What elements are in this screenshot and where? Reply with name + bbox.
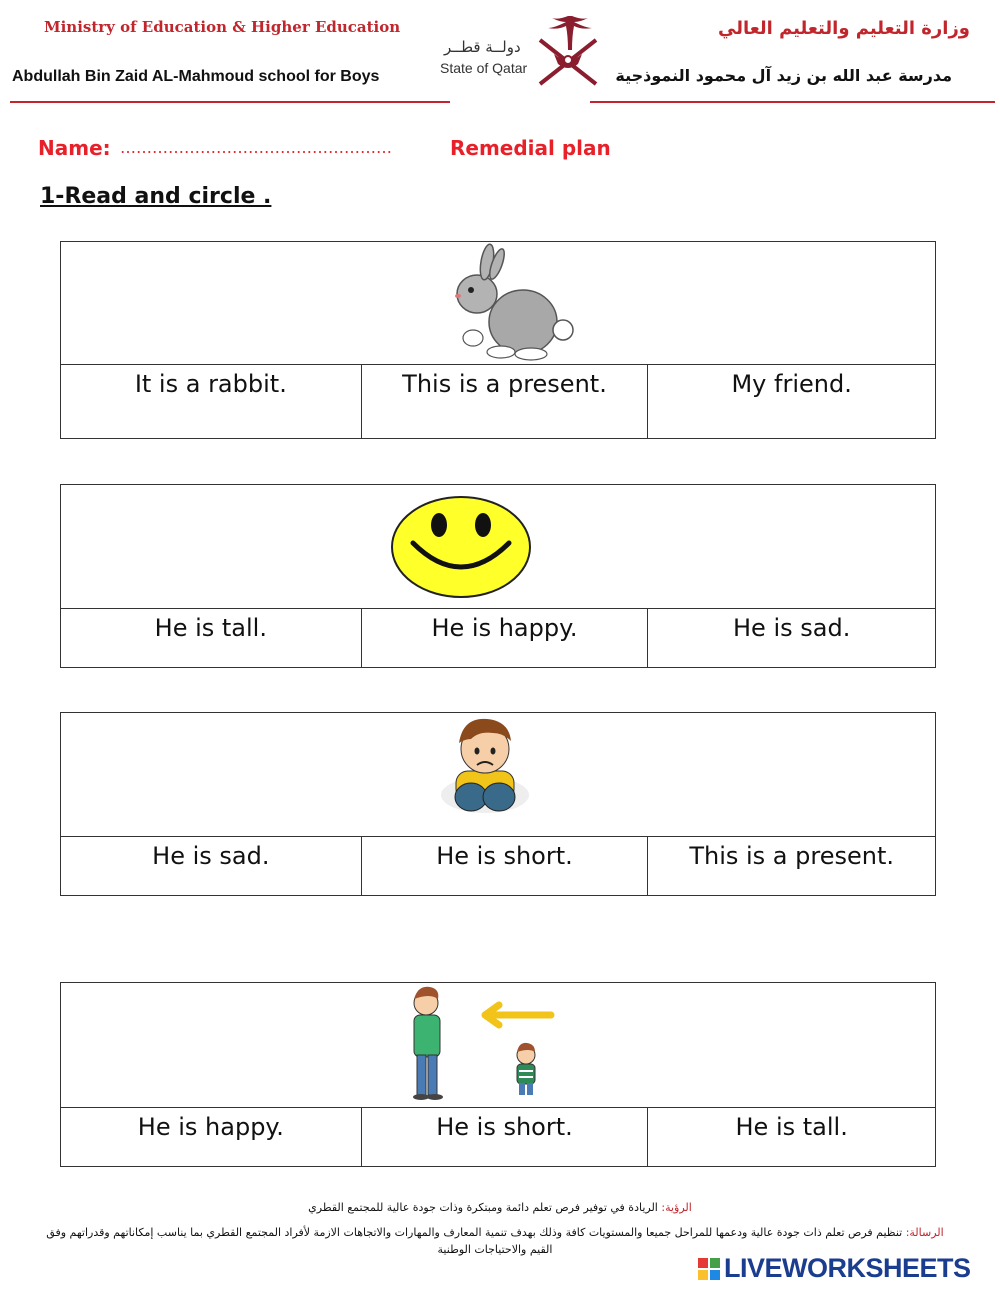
header-divider-right — [590, 101, 995, 103]
answer-option[interactable]: It is a rabbit. — [60, 365, 362, 439]
header-divider-left — [10, 101, 450, 103]
qatar-emblem-icon — [532, 10, 604, 90]
mission-text: تنظيم فرص تعلم ذات جودة عالية ودعمها للمراحل جميعا والمستويات كافة وذلك بهدف تنمية المعارف والمهارات والاتجاهات الازمة لأفراد المجتمع القطري بما يناسب إمكاناتهم وقدراتهم وفق القيم والاحتياجات الوطنية — [46, 1226, 903, 1256]
question-card-1 — [60, 241, 936, 439]
question-card-4 — [60, 982, 936, 1167]
instruction-heading: 1-Read and circle . — [40, 184, 272, 209]
school-name-en: Abdullah Bin Zaid AL-Mahmoud school for Boys — [12, 68, 380, 85]
sad-boy-image — [61, 713, 935, 837]
answer-option[interactable]: He is short. — [361, 1108, 649, 1167]
answer-option[interactable]: He is tall. — [647, 1108, 936, 1167]
answer-option[interactable]: This is a present. — [361, 365, 649, 439]
worksheet-title: Remedial plan — [450, 136, 611, 160]
answer-option[interactable]: My friend. — [647, 365, 936, 439]
question-card-3 — [60, 712, 936, 896]
liveworksheets-logo[interactable] — [698, 1253, 971, 1284]
liveworksheets-blocks-icon — [698, 1258, 720, 1280]
name-label: Name: — [38, 136, 111, 160]
vision-text: الريادة في توفير فرص تعلم دائمة ومبتكرة وذات جودة عالية للمجتمع القطري — [308, 1201, 658, 1214]
answer-row-3 — [60, 836, 936, 896]
answer-option[interactable]: He is sad. — [647, 609, 936, 668]
state-name-ar: دولــة قطــر — [444, 38, 521, 56]
answer-option[interactable]: This is a present. — [647, 837, 936, 896]
answer-option[interactable]: He is happy. — [361, 609, 649, 668]
smiley-face-image — [61, 485, 935, 609]
vision-label: الرؤية: — [661, 1201, 692, 1214]
tall-and-short-boys-image — [61, 983, 935, 1107]
state-name-en: State of Qatar — [440, 60, 528, 76]
answer-row-4 — [60, 1107, 936, 1167]
ministry-name-ar: وزارة التعليم والتعليم العالي — [717, 18, 970, 39]
vision-statement — [0, 1201, 1000, 1214]
answer-option[interactable]: He is short. — [361, 837, 649, 896]
answer-row-2 — [60, 608, 936, 668]
answer-option[interactable]: He is sad. — [60, 837, 362, 896]
ministry-name-en: Ministry of Education & Higher Education — [44, 18, 401, 36]
mission-label: الرسالة: — [905, 1226, 944, 1239]
answer-option[interactable]: He is happy. — [60, 1108, 362, 1167]
question-card-2 — [60, 484, 936, 668]
answer-row-1 — [60, 364, 936, 439]
rabbit-image — [61, 242, 935, 366]
answer-option[interactable]: He is tall. — [60, 609, 362, 668]
name-blank[interactable]: …………………………………………… — [120, 138, 392, 157]
school-name-ar: مدرسة عبد الله بن زيد آل محمود النموذجية — [615, 66, 952, 85]
liveworksheets-brand: LIVEWORKSHEETS — [724, 1253, 971, 1283]
